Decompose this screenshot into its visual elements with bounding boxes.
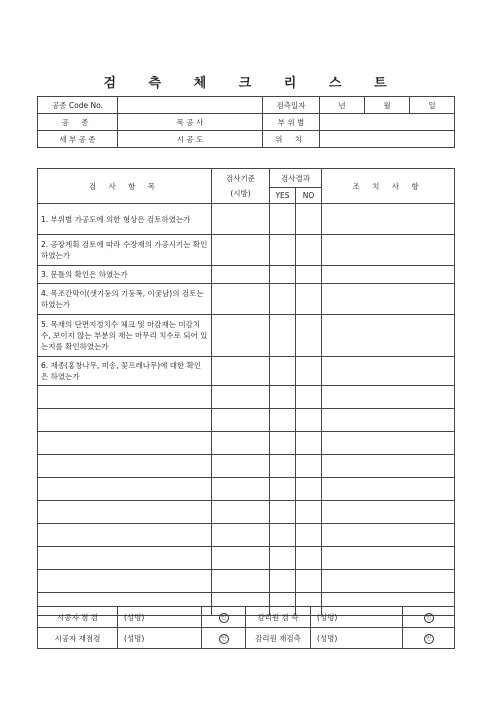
seal-icon: 인 [219,613,229,623]
inspection-item-text: 1. 부위별 가공도에 의한 형상은 검토하였는가 [38,204,212,235]
inspection-item-text [38,409,212,432]
action-cell[interactable] [322,315,455,357]
document-title: 검 측 체 크 리 스 트 [103,76,401,91]
inspection-item-text: 6. 재종(홍창나무, 미송, 꽃프레나무)에 대한 확인은 하였는가 [38,357,212,386]
table-row [38,570,455,593]
date-label: 검측일자 [263,97,320,114]
yes-cell[interactable] [270,547,296,570]
action-cell[interactable] [322,357,455,386]
standard-cell[interactable] [212,570,270,593]
location-value-field[interactable] [320,131,455,148]
supervisor-reinspect-label: 감리원 재검측 [246,628,311,649]
action-cell[interactable] [322,570,455,593]
contractor-check-label: 시공자 점 검 [38,607,118,628]
no-cell[interactable] [296,501,322,524]
standard-cell[interactable] [212,204,270,235]
action-cell[interactable] [322,204,455,235]
action-cell[interactable] [322,478,455,501]
col-yes-header: YES [270,188,296,204]
standard-cell[interactable] [212,524,270,547]
col-no-header: NO [296,188,322,204]
no-cell[interactable] [296,432,322,455]
action-cell[interactable] [322,409,455,432]
standard-cell[interactable] [212,409,270,432]
yes-cell[interactable] [270,204,296,235]
date-month[interactable]: 월 [365,97,410,114]
code-value-field[interactable] [118,97,263,114]
location-label: 위 치 [263,131,320,148]
seal-icon: 인 [424,634,434,644]
part-label: 부 위 별 [263,114,320,131]
inspection-item-text: 4. 목조간막이(샛기둥의 기둥폭, 이궃남)의 검토는 하였는가 [38,284,212,315]
standard-cell[interactable] [212,455,270,478]
inspection-item-text [38,478,212,501]
no-cell[interactable] [296,409,322,432]
inspection-item-text [38,547,212,570]
standard-cell[interactable] [212,386,270,409]
action-cell[interactable] [322,432,455,455]
table-row [38,478,455,501]
seal-icon: 인 [424,613,434,623]
no-cell[interactable] [296,315,322,357]
yes-cell[interactable] [270,478,296,501]
yes-cell[interactable] [270,266,296,284]
inspection-table [37,168,455,616]
yes-cell[interactable] [270,235,296,266]
table-row [38,409,455,432]
col-standard-sub-label: (시방) [230,189,251,198]
action-cell[interactable] [322,524,455,547]
action-cell[interactable] [322,547,455,570]
table-row [38,501,455,524]
yes-cell[interactable] [270,570,296,593]
action-cell[interactable] [322,266,455,284]
inspection-item-text [38,501,212,524]
inspection-item-text [38,570,212,593]
standard-cell[interactable] [212,266,270,284]
no-cell[interactable] [296,357,322,386]
standard-cell[interactable] [212,315,270,357]
table-row [38,455,455,478]
standard-cell[interactable] [212,432,270,455]
work-type-label: 공 종 [38,114,118,131]
yes-cell[interactable] [270,501,296,524]
code-label: 공종 Code No. [38,97,118,114]
standard-cell[interactable] [212,501,270,524]
table-row [38,235,455,266]
yes-cell[interactable] [270,455,296,478]
inspection-item-text [38,524,212,547]
col-standard-label: 검사기준 [226,174,255,183]
action-cell[interactable] [322,501,455,524]
no-cell[interactable] [296,235,322,266]
detail-label: 세 부 공 종 [38,131,118,148]
seal-icon: 인 [219,634,229,644]
action-cell[interactable] [322,386,455,409]
header-info-table [37,96,455,148]
date-day[interactable]: 일 [410,97,455,114]
standard-cell[interactable] [212,547,270,570]
inspection-item-text [38,455,212,478]
yes-cell[interactable] [270,432,296,455]
no-cell[interactable] [296,266,322,284]
supervisor-inspect-sign[interactable]: (성명) [311,607,403,628]
col-standard-header [212,169,270,204]
table-row [38,432,455,455]
no-cell[interactable] [296,204,322,235]
inspection-item-text [38,386,212,409]
table-row [38,315,455,357]
table-row [38,204,455,235]
contractor-recheck-label: 시공자 재점검 [38,628,118,649]
no-cell[interactable] [296,455,322,478]
supervisor-reinspect-sign[interactable]: (성명) [311,628,403,649]
action-cell[interactable] [322,455,455,478]
inspection-item-text: 5. 목재의 단면지정치수 체크 및 마감재는 미감치수, 보이지 않는 부분의 재는 마무리 치수로 되어 있는지를 확인하였는가 [38,315,212,357]
standard-cell[interactable] [212,478,270,501]
standard-cell[interactable] [212,284,270,315]
action-cell[interactable] [322,284,455,315]
contractor-recheck-sign[interactable]: (성명) [118,628,202,649]
table-row [38,386,455,409]
table-row [38,357,455,386]
detail-value[interactable]: 시 공 도 [118,131,263,148]
table-row [38,547,455,570]
no-cell[interactable] [296,386,322,409]
inspection-item-text [38,432,212,455]
inspection-item-text: 2. 공장계획 검토에 따라 수장재의 가공시기는 확인 하였는가 [38,235,212,266]
contractor-check-sign[interactable]: (성명) [118,607,202,628]
no-cell[interactable] [296,284,322,315]
standard-cell[interactable] [212,357,270,386]
supervisor-inspect-label: 감리원 검 측 [246,607,311,628]
date-year[interactable]: 년 [320,97,365,114]
table-row [38,524,455,547]
yes-cell[interactable] [270,524,296,547]
yes-cell[interactable] [270,386,296,409]
yes-cell[interactable] [270,284,296,315]
no-cell[interactable] [296,547,322,570]
no-cell[interactable] [296,524,322,547]
inspection-item-text: 3. 문틀의 확인은 하였는가 [38,266,212,284]
yes-cell[interactable] [270,357,296,386]
yes-cell[interactable] [270,315,296,357]
part-value-field[interactable] [320,114,455,131]
col-item-header: 검 사 항 목 [38,169,212,204]
col-result-header: 검사결과 [270,169,322,188]
work-type-value[interactable]: 목 공 사 [118,114,263,131]
table-row [38,266,455,284]
no-cell[interactable] [296,570,322,593]
no-cell[interactable] [296,478,322,501]
col-action-header: 조 치 사 항 [322,169,455,204]
standard-cell[interactable] [212,235,270,266]
signature-table [37,606,455,649]
yes-cell[interactable] [270,409,296,432]
action-cell[interactable] [322,235,455,266]
table-row [38,284,455,315]
